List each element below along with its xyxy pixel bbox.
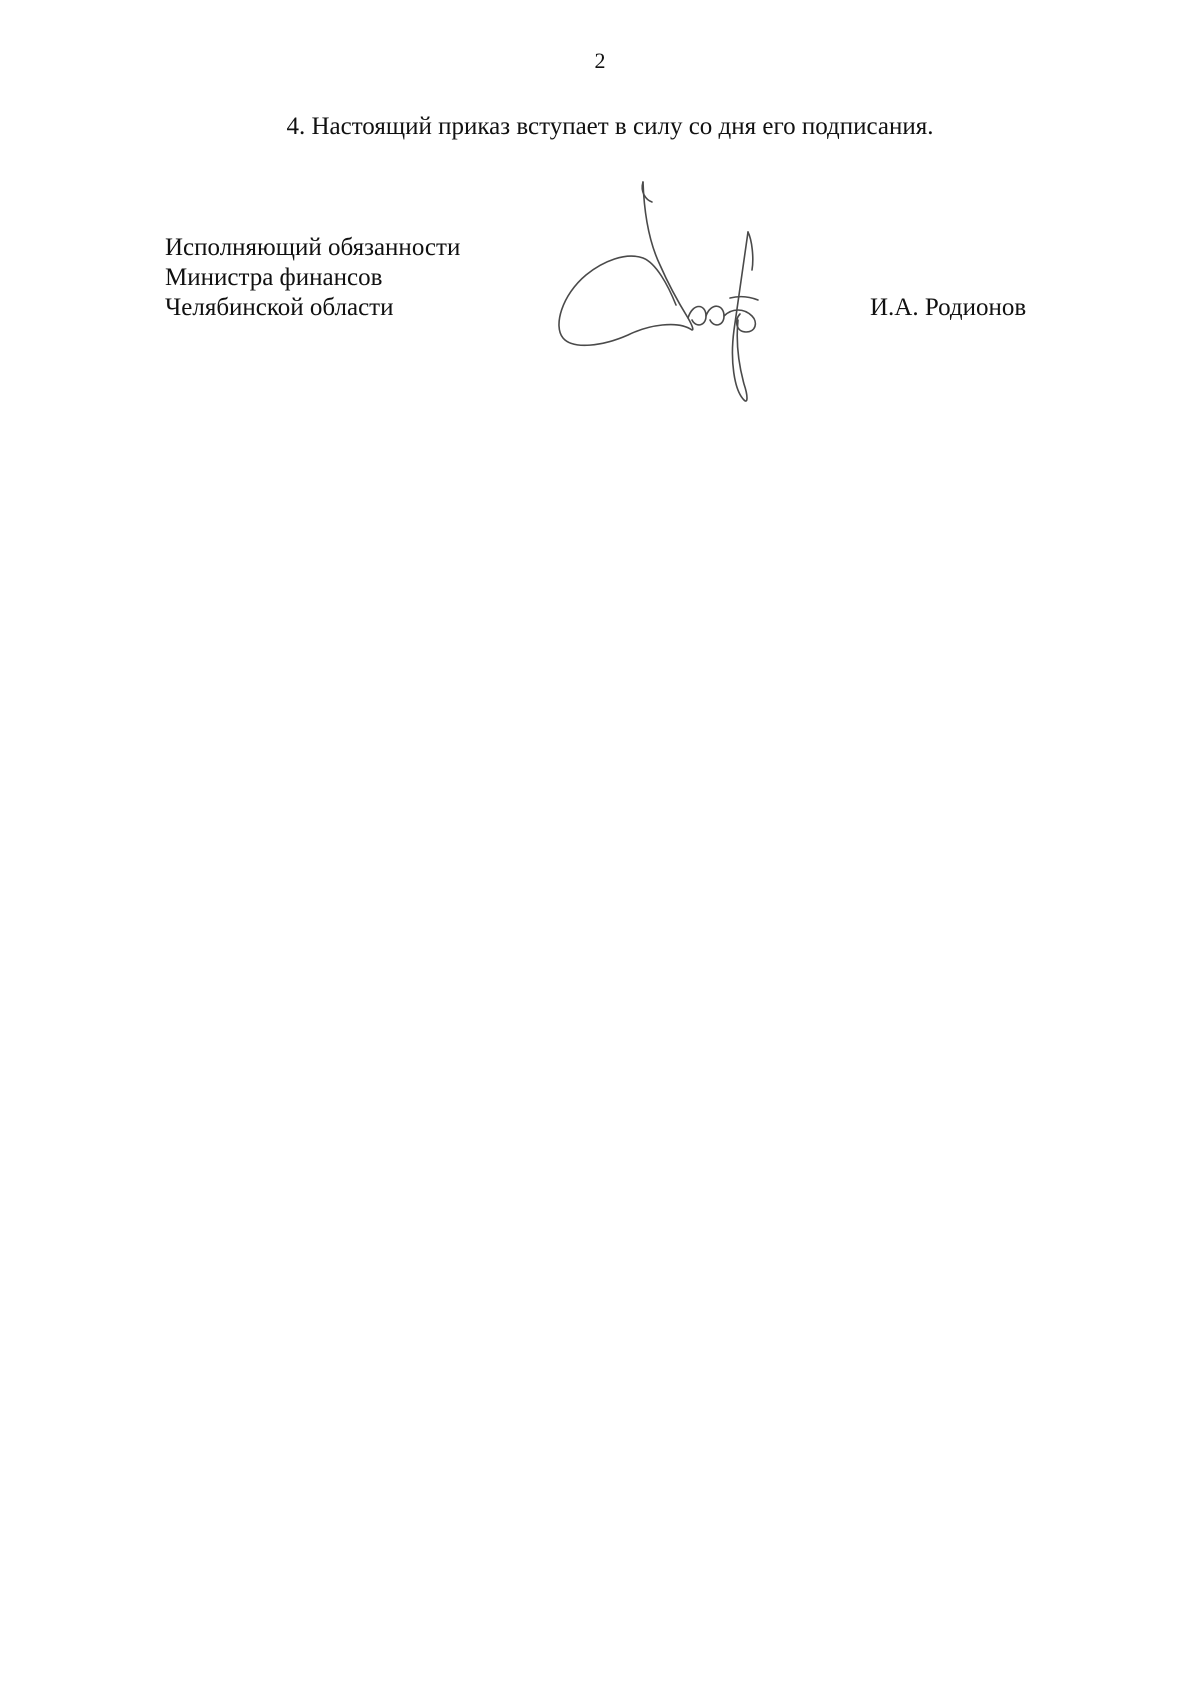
position-line: Челябинской области: [165, 294, 394, 321]
position-line: Министра финансов: [165, 264, 383, 291]
position-line: Исполняющий обязанности: [165, 234, 461, 261]
page-number: 2: [594, 48, 606, 73]
signer-name: И.А. Родионов: [870, 294, 1027, 321]
signatory-position: [165, 233, 460, 323]
handwritten-signature: [548, 170, 788, 410]
order-paragraph: 4. Настоящий приказ вступает в силу со дня его подписания.: [286, 113, 934, 140]
